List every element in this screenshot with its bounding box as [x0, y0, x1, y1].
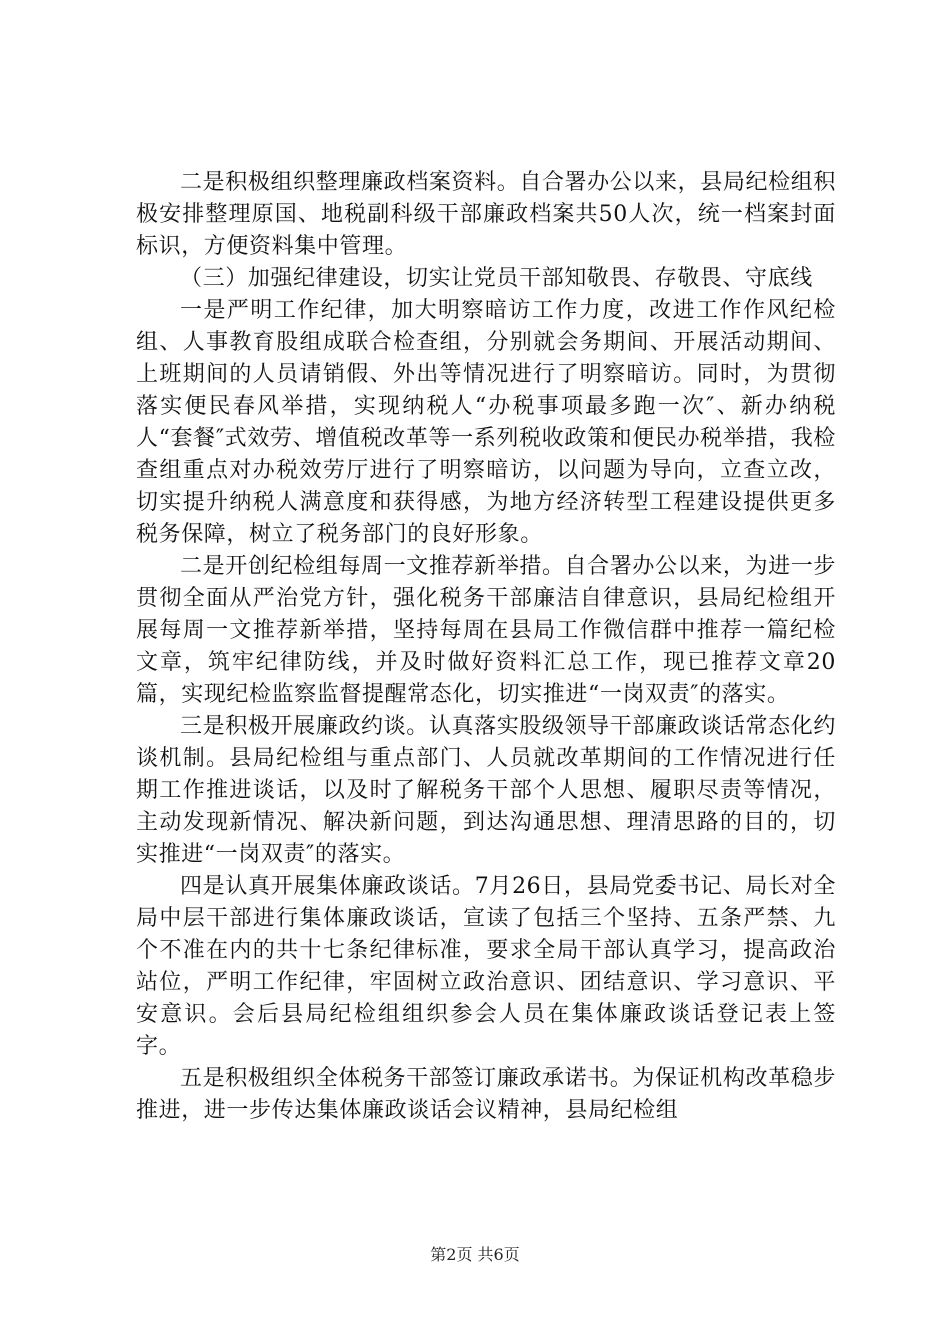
- document-body: [136, 167, 836, 1127]
- paragraph-weekly-article: 二是开创纪检组每周一文推荐新举措。自合署办公以来，为进一步贯彻全面从严治党方针，强化税务干部廉洁自律意识，县局纪检组开展每周一文推荐新举措，坚持每周在县局工作微信群中推荐一篇纪检文章，筑牢纪律防线，并及时做好资料汇总工作，现已推荐文章20篇，实现纪检监察监督提醒常态化，切实推进“一岗双责″的落实。: [136, 554, 836, 707]
- paragraph-collective-talk: 四是认真开展集体廉政谈话。7月26日，县局党委书记、局长对全局中层干部进行集体廉政谈话，宣读了包括三个坚持、五条严禁、九个不准在内的共十七条纪律标准，要求全局干部认真学习，提高政治站位，严明工作纪律，牢固树立政治意识、团结意识、学习意识、平安意识。会后县局纪检组组织参会人员在集体廉政谈话登记表上签字。: [136, 874, 836, 1059]
- page-footer: 第2页 共6页: [430, 1245, 520, 1264]
- paragraph-work-discipline: 一是严明工作纪律，加大明察暗访工作力度，改进工作作风纪检组、人事教育股组成联合检查组，分别就会务期间、开展活动期间、上班期间的人员请销假、外出等情况进行了明察暗访。同时，为贯彻落实便民春风举措，实现纳税人“办税事项最多跑一次″、新办纳税人“套餐″式效劳、增值税改革等一系列税收政策和便民办税举措，我检查组重点对办税效劳厅进行了明察暗访，以问题为导向，立查立改，切实提升纳税人满意度和获得感，为地方经济转型工程建设提供更多税务保障，树立了税务部门的良好形象。: [136, 298, 836, 547]
- paragraph-archives: 二是积极组织整理廉政档案资料。自合署办公以来，县局纪检组积极安排整理原国、地税副科级干部廉政档案共50人次，统一档案封面标识，方便资料集中管理。: [136, 170, 836, 259]
- paragraph-integrity-talks: 三是积极开展廉政约谈。认真落实股级领导干部廉政谈话常态化约谈机制。县局纪检组与重点部门、人员就改革期间的工作情况进行任期工作推进谈话，以及时了解税务干部个人思想、履职尽责等情况，主动发现新情况、解决新问题，到达沟通思想、理清思路的目的，切实推进“一岗双责″的落实。: [136, 714, 836, 867]
- section-heading-discipline: （三）加强纪律建设，切实让党员干部知敬畏、存敬畏、守底线: [180, 266, 813, 291]
- paragraph-commitment: 五是积极组织全体税务干部签订廉政承诺书。为保证机构改革稳步推进，进一步传达集体廉政谈话会议精神，县局纪检组: [136, 1066, 836, 1123]
